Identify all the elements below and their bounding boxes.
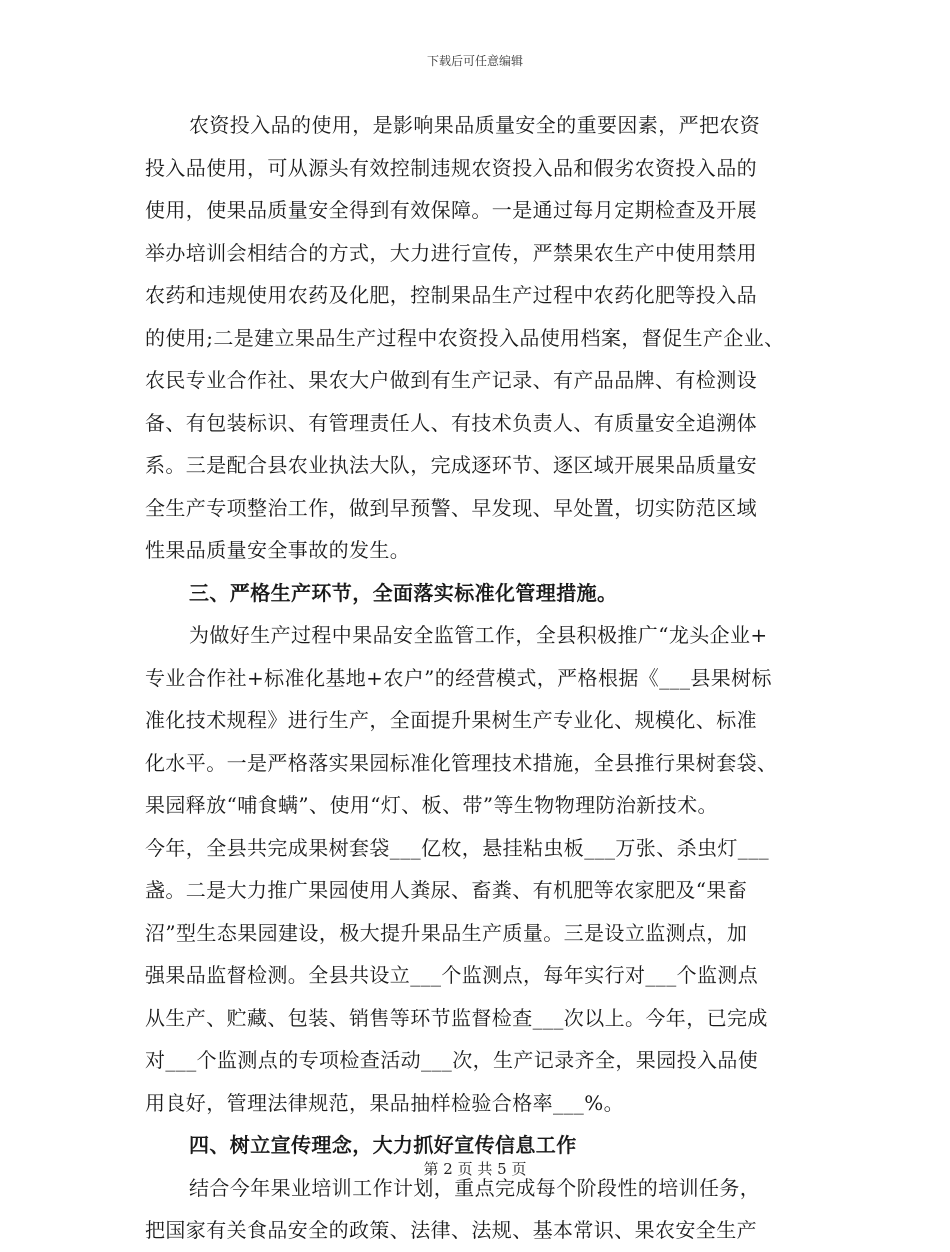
page-footer: 第 2 页 共 5 页 [423, 1160, 527, 1178]
paragraph-line: 系。三是配合县农业执法大队，完成逐环节、逐区域开展果品质量安 [145, 453, 757, 477]
paragraph-line: 性果品质量安全事故的发生。 [145, 538, 411, 562]
paragraph-line: 农资投入品的使用，是影响果品质量安全的重要因素，严把农资 [189, 113, 761, 137]
paragraph-line: 今年，全县共完成果树套袋___亿枚，悬挂粘虫板___万张、杀虫灯___ [145, 835, 769, 860]
paragraph-line: 为做好生产过程中果品安全监管工作，全县积极推广“龙头企业+ [189, 623, 768, 647]
paragraph-line: 使用，使果品质量安全得到有效保障。一是通过每月定期检查及开展 [145, 198, 757, 222]
paragraph-line: 准化技术规程》进行生产，全面提升果树生产专业化、规模化、标准 [145, 708, 757, 732]
paragraph-line: 农药和违规使用农药及化肥，控制果品生产过程中农药化肥等投入品 [145, 283, 757, 307]
paragraph-line: 投入品使用，可从源头有效控制违规农资投入品和假劣农资投入品的 [145, 155, 757, 180]
paragraph-line: 盏。二是大力推广果园使用人粪尿、畜粪、有机肥等农家肥及“果畜 [145, 878, 748, 902]
paragraph-line: 强果品监督检测。全县共设立___个监测点，每年实行对___个监测点 [145, 963, 759, 987]
document-body [145, 104, 825, 1252]
paragraph-line: 用良好，管理法律规范，果品抽样检验合格率___%。 [145, 1090, 625, 1115]
paragraph-line: 沼”型生态果园建设，极大提升果品生产质量。三是设立监测点，加 [145, 920, 748, 945]
paragraph-line: 化水平。一是严格落实果园标准化管理技术措施，全县推行果树套袋、 [145, 750, 778, 775]
page-header: 下载后可任意编辑 [426, 54, 523, 68]
paragraph-line: 的使用;二是建立果品生产过程中农资投入品使用档案，督促生产企业、 [145, 325, 785, 350]
paragraph-line: 结合今年果业培训工作计划，重点完成每个阶段性的培训任务， [189, 1175, 761, 1200]
paragraph-line: 农民专业合作社、果农大户做到有生产记录、有产品品牌、有检测设 [145, 368, 757, 392]
paragraph-line: 专业合作社+标准化基地+农户”的经营模式，严格根据《___县果树标 [145, 665, 772, 690]
paragraph-line: 把国家有关食品安全的政策、法律、法规、基本常识、果农安全生产 [145, 1218, 757, 1242]
paragraph-line: 举办培训会相结合的方式，大力进行宣传，严禁果农生产中使用禁用 [145, 240, 757, 265]
paragraph-line: 全生产专项整治工作，做到早预警、早发现、早处置，切实防范区域 [145, 495, 757, 520]
paragraph-line: 果园释放“哺食螨”、使用“灯、板、带”等生物物理防治新技术。 [145, 793, 718, 817]
section-heading: 四、树立宣传理念，大力抓好宣传信息工作 [189, 1133, 577, 1157]
paragraph-line: 对___个监测点的专项检查活动___次，生产记录齐全，果园投入品使 [145, 1048, 759, 1072]
section-heading: 三、严格生产环节，全面落实标准化管理措施。 [189, 580, 618, 605]
paragraph-line: 从生产、贮藏、包装、销售等环节监督检查___次以上。今年，已完成 [145, 1005, 768, 1030]
paragraph-line: 备、有包装标识、有管理责任人、有技术负责人、有质量安全追溯体 [145, 410, 757, 435]
